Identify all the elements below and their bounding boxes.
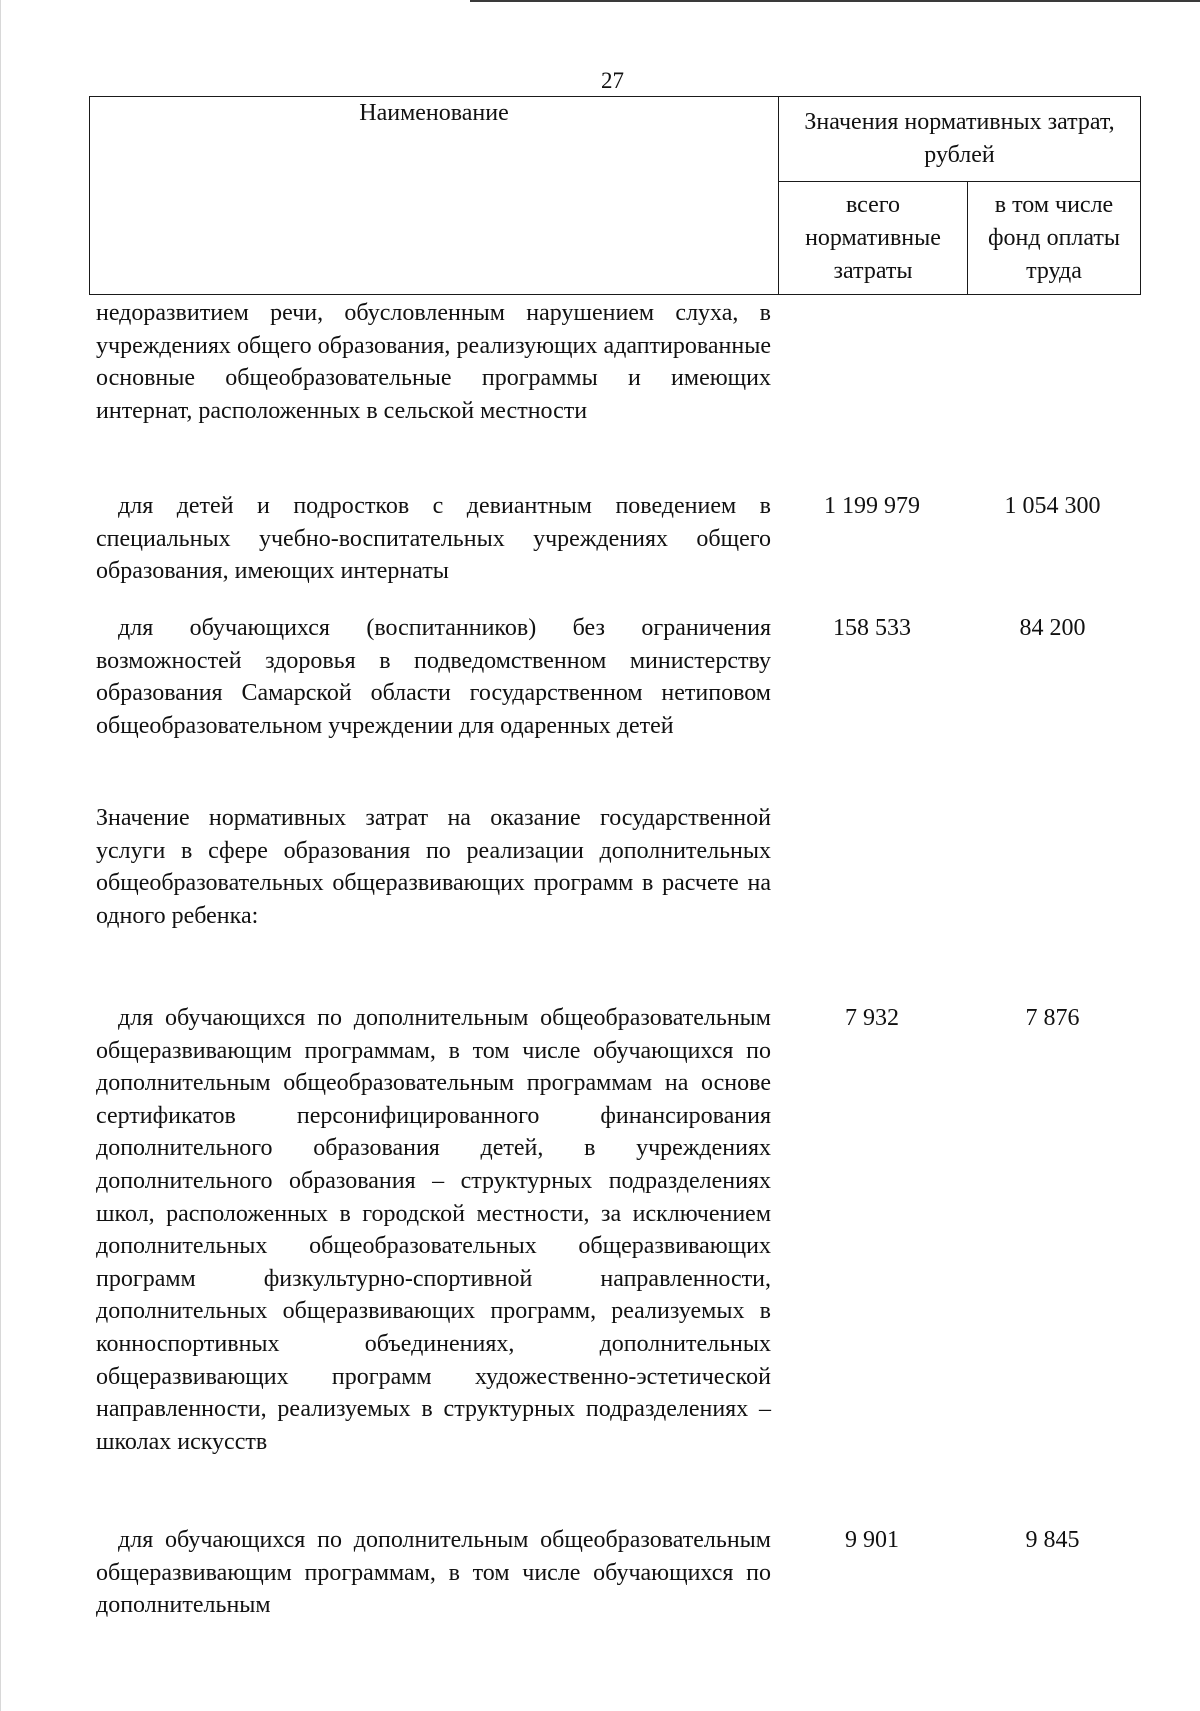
- table-header: [89, 96, 1141, 295]
- name-column-header: Наименование: [90, 97, 779, 295]
- values-group-header: Значения нормативных затрат, рублей: [779, 97, 1141, 182]
- page-number: 27: [601, 68, 624, 93]
- row-text: для детей и подростков с девиантным поведением в специальных учебно-воспитательных учреждениях общего образования, имеющих интернаты: [96, 493, 771, 585]
- wage-fund-value: 7 876: [1025, 1005, 1080, 1031]
- total-cost-value: 1 199 979: [824, 493, 920, 519]
- total-cost-value: 158 533: [833, 615, 911, 641]
- row-text: для обучающихся по дополнительным общеобразовательным общеразвивающим программам, в том числе обучающихся по дополнительным общеобразовательным программам на основе сертификатов персонифицированного финансирования дополнительного образования детей, в учреждениях дополнительного образования – структурных подразделениях школ, расположенных в городской местности, за исключением дополнительных общеобразовательных общеразвивающих программ физкультурно-спортивной направленности, дополнительных общеразвивающих программ, реализуемых в конноспортивных объединениях, дополнительных общеразвивающих программ художественно-эстетической направленности, реализуемых в структурных подразделениях – школах искусств: [96, 1005, 771, 1455]
- row-text: для обучающихся по дополнительным общеобразовательным общеразвивающим программам, в том числе обучающихся по дополнительным: [96, 1527, 771, 1619]
- row-description: [96, 612, 771, 742]
- row-description: [96, 297, 771, 427]
- total-column-header: всего нормативные затраты: [779, 182, 968, 295]
- wage-fund-value: 84 200: [1019, 615, 1086, 641]
- total-cost-value: 9 901: [845, 1527, 899, 1553]
- row-text: недоразвитием речи, обусловленным нарушением слуха, в учреждениях общего образования, реализующих адаптированные основные общеобразовательные программы и имеющих интернат, расположенных в сельской местности: [96, 300, 771, 424]
- row-description: [96, 490, 771, 588]
- row-description: [96, 1002, 771, 1458]
- row-description: [96, 1524, 771, 1622]
- total-cost-value: 7 932: [845, 1005, 899, 1031]
- row-text: для обучающихся (воспитанников) без ограничения возможностей здоровья в подведомственном министерству образования Самарской области государственном нетиповом общеобразовательном учреждении для одаренных детей: [96, 615, 771, 739]
- row-text: Значение нормативных затрат на оказание государственной услуги в сфере образования по реализации дополнительных общеобразовательных общеразвивающих программ в расчете на одного ребенка:: [96, 805, 771, 929]
- wage-fund-value: 9 845: [1025, 1527, 1080, 1553]
- row-description: [96, 802, 771, 932]
- fund-column-header: в том числе фонд оплаты труда: [968, 182, 1141, 295]
- wage-fund-value: 1 054 300: [1004, 493, 1101, 519]
- scan-edge-left: [0, 0, 1, 1711]
- scan-edge-top: [470, 0, 1200, 2]
